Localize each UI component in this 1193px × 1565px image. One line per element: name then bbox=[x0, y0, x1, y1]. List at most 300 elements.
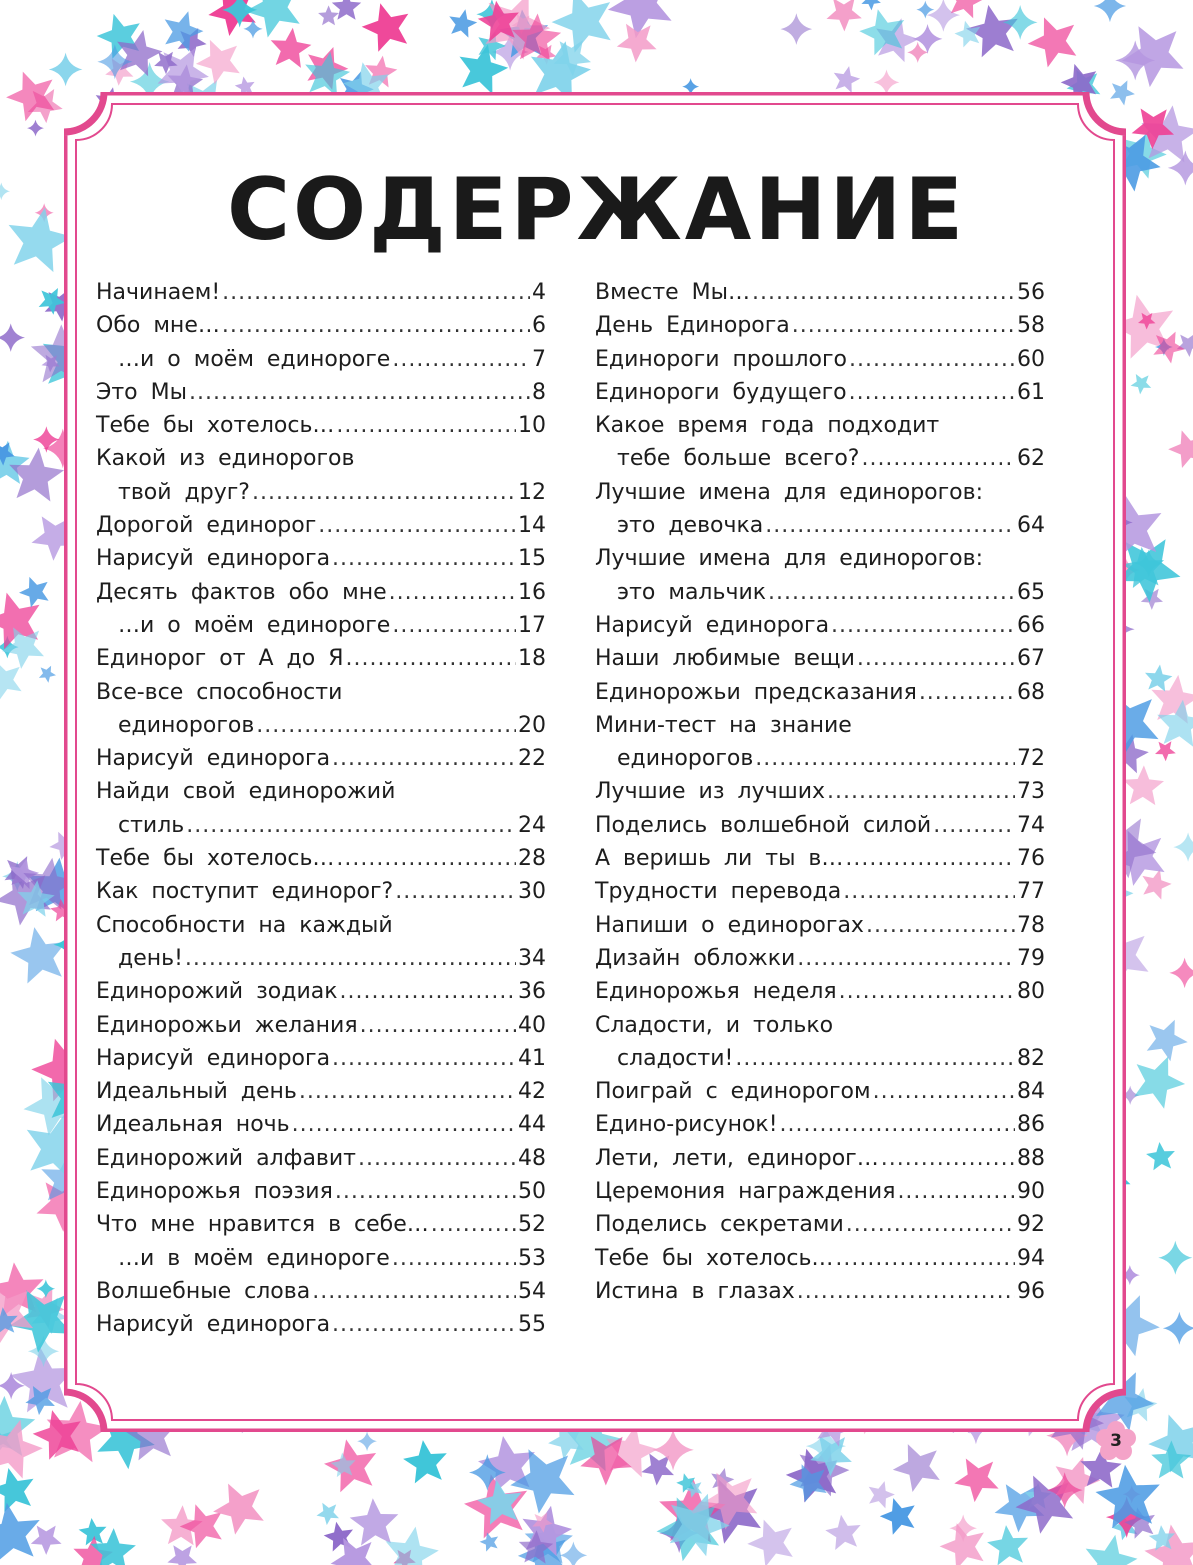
star-icon bbox=[1122, 26, 1184, 87]
star-icon bbox=[827, 0, 862, 31]
toc-page-number: 66 bbox=[1017, 612, 1045, 638]
toc-entry-line bbox=[595, 343, 1045, 376]
dot-leader bbox=[256, 709, 516, 742]
toc-page-number: 86 bbox=[1017, 1112, 1045, 1138]
toc-entry-title: Поделись волшебной силой bbox=[595, 812, 932, 838]
toc-entry-line-continued bbox=[595, 542, 1045, 575]
star-icon bbox=[954, 1459, 998, 1503]
toc-page-number: 90 bbox=[1017, 1179, 1045, 1205]
star-icon bbox=[362, 3, 409, 51]
toc-entry bbox=[96, 442, 546, 509]
toc-entry-title: Лучшие имена для единорогов: bbox=[595, 479, 984, 505]
toc-entry bbox=[595, 1108, 1045, 1141]
toc-entry-line bbox=[595, 1275, 1045, 1308]
sparkle-icon bbox=[927, 0, 960, 32]
toc-entry-title: Тебе бы хотелось… bbox=[96, 846, 335, 872]
toc-page-number: 34 bbox=[518, 945, 546, 971]
toc-page-number: 96 bbox=[1017, 1278, 1045, 1304]
star-icon bbox=[1146, 1142, 1175, 1170]
dot-leader bbox=[933, 809, 1015, 842]
toc-entry-title: Что мне нравится в себе… bbox=[96, 1212, 429, 1238]
toc-entry bbox=[96, 1275, 546, 1308]
page-title: СОДЕРЖАНИЕ bbox=[226, 160, 967, 260]
dot-leader bbox=[849, 376, 1015, 409]
toc-entry-line-continued bbox=[96, 909, 546, 942]
toc-page-number: 72 bbox=[1017, 746, 1045, 772]
toc-entry-line bbox=[96, 709, 546, 742]
toc-page-number: 67 bbox=[1017, 646, 1045, 672]
star-icon bbox=[10, 927, 66, 983]
toc-entry bbox=[595, 1175, 1045, 1208]
dot-leader bbox=[831, 609, 1015, 642]
star-icon bbox=[213, 1484, 264, 1535]
dot-leader bbox=[792, 309, 1015, 342]
dot-leader bbox=[222, 276, 530, 309]
toc-entry-line bbox=[96, 1075, 546, 1108]
toc-entry bbox=[595, 1075, 1045, 1108]
toc-entry-line bbox=[595, 576, 1045, 609]
toc-page-number: 20 bbox=[518, 712, 546, 738]
toc-entry-line bbox=[96, 1009, 546, 1042]
star-icon bbox=[318, 5, 339, 25]
toc-entry bbox=[595, 476, 1045, 543]
toc-page-number: 22 bbox=[518, 746, 546, 772]
toc-page-number: 82 bbox=[1017, 1045, 1045, 1071]
sparkle-icon bbox=[0, 323, 25, 351]
toc-entry-title: это девочка bbox=[617, 513, 764, 539]
dot-leader bbox=[797, 1275, 1015, 1308]
toc-entry-title: Дорогой единорог bbox=[96, 513, 317, 539]
toc-entry-title: Едино-рисунок! bbox=[595, 1112, 778, 1138]
toc-entry-line bbox=[595, 809, 1045, 842]
toc-entry-title: Способности на каждый bbox=[96, 912, 393, 938]
toc-entry-title: Тебе бы хотелось… bbox=[595, 1245, 834, 1271]
sparkle-icon bbox=[27, 120, 44, 137]
toc-entry-title: Единорожий алфавит bbox=[96, 1145, 356, 1171]
toc-page-number: 52 bbox=[518, 1212, 546, 1238]
toc-entry bbox=[595, 842, 1045, 875]
toc-entry-title: Мини-тест на знание bbox=[595, 712, 852, 738]
toc-entry bbox=[595, 676, 1045, 709]
toc-entry bbox=[595, 942, 1045, 975]
toc-entry-line bbox=[96, 476, 546, 509]
toc-entry bbox=[96, 1242, 546, 1275]
toc-page-number: 50 bbox=[518, 1179, 546, 1205]
star-icon bbox=[987, 1525, 1028, 1565]
dot-leader bbox=[332, 1308, 516, 1341]
toc-entry bbox=[595, 1242, 1045, 1275]
toc-entry-title: Наши любимые вещи bbox=[595, 646, 855, 672]
toc-entry bbox=[96, 409, 546, 442]
star-icon bbox=[1147, 1020, 1188, 1062]
toc-entry-title: …и в моём единороге bbox=[118, 1245, 390, 1271]
toc-entry bbox=[595, 376, 1045, 409]
toc-entry-line bbox=[595, 1175, 1045, 1208]
star-icon bbox=[0, 1468, 33, 1512]
toc-entry-title: Сладости, и только bbox=[595, 1012, 834, 1038]
toc-page-number: 61 bbox=[1017, 379, 1045, 405]
toc-entry bbox=[595, 1208, 1045, 1241]
toc-entry-line bbox=[96, 642, 546, 675]
toc-entry bbox=[96, 576, 546, 609]
dot-leader bbox=[843, 875, 1015, 908]
toc-left-column bbox=[96, 276, 546, 1342]
dot-leader bbox=[431, 1208, 516, 1241]
sparkle-icon bbox=[1169, 958, 1193, 988]
toc-entry-line bbox=[595, 442, 1045, 475]
dot-leader bbox=[849, 343, 1015, 376]
star-icon bbox=[1028, 17, 1077, 67]
toc-entry bbox=[96, 1175, 546, 1208]
toc-page-number: 10 bbox=[518, 413, 546, 439]
toc-entry-title: Трудности перевода bbox=[595, 879, 842, 905]
toc-entry-line bbox=[96, 309, 546, 342]
toc-entry-title: Единорожьи предсказания bbox=[595, 679, 917, 705]
toc-entry-line bbox=[595, 1108, 1045, 1141]
toc-entry-line bbox=[96, 376, 546, 409]
dot-leader bbox=[185, 942, 516, 975]
dot-leader bbox=[336, 842, 516, 875]
toc-entry-line bbox=[595, 609, 1045, 642]
sparkle-icon bbox=[243, 19, 262, 38]
toc-page-number: 18 bbox=[518, 646, 546, 672]
toc-entry bbox=[96, 1208, 546, 1241]
star-icon bbox=[0, 1503, 40, 1562]
star-icon bbox=[480, 1532, 499, 1551]
toc-entry-title: Единорожьи желания bbox=[96, 1012, 358, 1038]
star-icon bbox=[825, 1515, 860, 1550]
toc-entry-title: Напиши о единорогах bbox=[595, 912, 864, 938]
dot-leader bbox=[332, 1042, 516, 1075]
toc-page-number: 92 bbox=[1017, 1212, 1045, 1238]
sparkle-icon bbox=[1003, 5, 1038, 40]
toc-entry-line bbox=[96, 942, 546, 975]
toc-page-number: 42 bbox=[518, 1079, 546, 1105]
sparkle-icon bbox=[1163, 1312, 1193, 1345]
dot-leader bbox=[857, 642, 1015, 675]
dot-leader bbox=[827, 775, 1015, 808]
toc-entry bbox=[96, 1108, 546, 1141]
toc-entry-title: Лучшие из лучших bbox=[595, 779, 826, 805]
toc-entry-title: Церемония награждения bbox=[595, 1179, 896, 1205]
toc-entry bbox=[96, 875, 546, 908]
toc-entry-line bbox=[595, 1208, 1045, 1241]
toc-entry-line bbox=[96, 1242, 546, 1275]
toc-page-number: 76 bbox=[1017, 846, 1045, 872]
toc-entry-line bbox=[96, 1142, 546, 1175]
toc-entry bbox=[595, 609, 1045, 642]
toc-entry bbox=[96, 909, 546, 976]
toc-entry-line bbox=[96, 409, 546, 442]
toc-page-number: 79 bbox=[1017, 945, 1045, 971]
toc-entry-title: Начинаем! bbox=[96, 280, 221, 305]
toc-entry-title: Какой из единорогов bbox=[96, 446, 355, 472]
toc-entry-line bbox=[595, 376, 1045, 409]
dot-leader bbox=[392, 609, 516, 642]
toc-entry-line-continued bbox=[96, 775, 546, 808]
toc-entry-title: День Единорога bbox=[595, 313, 790, 339]
toc-entry bbox=[96, 642, 546, 675]
toc-entry bbox=[96, 343, 546, 376]
toc-entry-line bbox=[96, 742, 546, 775]
toc-page-number: 44 bbox=[518, 1112, 546, 1138]
star-icon bbox=[1086, 1535, 1138, 1565]
toc-entry-title: тебе больше всего? bbox=[617, 446, 860, 472]
toc-page-number: 56 bbox=[1017, 280, 1045, 305]
dot-leader bbox=[360, 1009, 516, 1042]
toc-page-number: 24 bbox=[518, 812, 546, 838]
dot-leader bbox=[346, 642, 517, 675]
toc-entry-line bbox=[595, 742, 1045, 775]
dot-leader bbox=[873, 1075, 1015, 1108]
dot-leader bbox=[861, 442, 1015, 475]
dot-leader bbox=[395, 875, 516, 908]
toc-entry bbox=[96, 742, 546, 775]
toc-entry-title: Единорог от А до Я bbox=[96, 646, 344, 672]
dot-leader bbox=[735, 1042, 1015, 1075]
toc-entry bbox=[96, 276, 546, 309]
toc-entry bbox=[96, 609, 546, 642]
toc-entry-line bbox=[595, 1075, 1045, 1108]
sparkle-icon bbox=[781, 13, 813, 45]
star-icon bbox=[861, 0, 881, 10]
dot-leader bbox=[835, 1242, 1015, 1275]
star-icon bbox=[19, 577, 49, 608]
toc-page-number: 53 bbox=[518, 1245, 546, 1271]
dot-leader bbox=[389, 576, 516, 609]
dot-leader bbox=[866, 909, 1015, 942]
toc-entry-title: Нарисуй единорога bbox=[96, 746, 331, 772]
toc-entry bbox=[595, 642, 1045, 675]
toc-page-number: 30 bbox=[518, 879, 546, 905]
toc-entry-line bbox=[595, 1042, 1045, 1075]
toc-entry-title: Лети, лети, единорог… bbox=[595, 1145, 879, 1171]
dot-leader bbox=[881, 1142, 1015, 1175]
toc-entry-title: Найди свой единорожий bbox=[96, 779, 396, 805]
toc-entry-title: твой друг? bbox=[118, 479, 250, 505]
toc-entry-line bbox=[96, 576, 546, 609]
toc-entry bbox=[96, 775, 546, 842]
toc-page-number: 94 bbox=[1017, 1245, 1045, 1271]
toc-page-number: 41 bbox=[518, 1045, 546, 1071]
star-icon bbox=[31, 1526, 62, 1555]
toc-page-number: 8 bbox=[532, 379, 546, 405]
toc-page-number: 73 bbox=[1017, 779, 1045, 805]
star-icon bbox=[1177, 333, 1193, 357]
toc-page-number: 58 bbox=[1017, 313, 1045, 339]
star-icon bbox=[1168, 430, 1193, 468]
star-icon bbox=[1142, 869, 1171, 899]
toc-entry-title: Поиграй с единорогом bbox=[595, 1079, 871, 1105]
toc-entry-line bbox=[96, 509, 546, 542]
toc-entry-line bbox=[96, 276, 546, 309]
toc-entry-line bbox=[96, 343, 546, 376]
star-icon bbox=[893, 1444, 940, 1492]
toc-entry-line bbox=[96, 842, 546, 875]
toc-entry-title: Единорожий зодиак bbox=[96, 979, 338, 1005]
toc-entry-title: Это Мы bbox=[96, 379, 187, 405]
toc-entry-line bbox=[595, 1242, 1045, 1275]
toc-entry bbox=[595, 276, 1045, 309]
toc-entry bbox=[595, 409, 1045, 476]
toc-page-number: 7 bbox=[532, 346, 546, 372]
toc-entry-title: …и о моём единороге bbox=[118, 346, 391, 372]
star-icon bbox=[332, 0, 361, 20]
dot-leader bbox=[222, 309, 530, 342]
dot-leader bbox=[765, 509, 1015, 542]
toc-entry-title: Как поступит единорог? bbox=[96, 879, 394, 905]
toc-entry-title: Единорожья неделя bbox=[595, 979, 837, 1005]
toc-entry-title: сладости! bbox=[617, 1045, 734, 1071]
toc-entry-line bbox=[595, 942, 1045, 975]
star-icon bbox=[834, 66, 860, 93]
toc-right-column bbox=[595, 276, 1045, 1308]
toc-entry-title: Вместе Мы… bbox=[595, 280, 751, 305]
star-icon bbox=[386, 1527, 439, 1565]
toc-entry bbox=[96, 1009, 546, 1042]
dot-leader bbox=[252, 476, 516, 509]
star-icon bbox=[1123, 765, 1164, 805]
toc-page-number: 78 bbox=[1017, 912, 1045, 938]
toc-entry-line-continued bbox=[595, 709, 1045, 742]
toc-page-number: 74 bbox=[1017, 812, 1045, 838]
dot-leader bbox=[846, 1208, 1015, 1241]
toc-page-number: 80 bbox=[1017, 979, 1045, 1005]
toc-entry bbox=[96, 542, 546, 575]
toc-entry bbox=[96, 676, 546, 743]
toc-page-number: 77 bbox=[1017, 879, 1045, 905]
toc-entry-line bbox=[96, 1275, 546, 1308]
toc-entry-title: Единорожья поэзия bbox=[96, 1179, 333, 1205]
star-icon bbox=[350, 1498, 399, 1545]
toc-entry-title: Единороги прошлого bbox=[595, 346, 848, 372]
toc-entry-line-continued bbox=[595, 1009, 1045, 1042]
dot-leader bbox=[752, 276, 1015, 309]
toc-entry bbox=[96, 1308, 546, 1341]
toc-entry-title: единорогов bbox=[617, 746, 754, 772]
toc-page-number: 84 bbox=[1017, 1079, 1045, 1105]
toc-entry bbox=[96, 975, 546, 1008]
toc-entry-line bbox=[595, 875, 1045, 908]
sparkle-icon bbox=[1158, 1241, 1192, 1275]
star-icon bbox=[39, 666, 56, 683]
toc-entry-title: Нарисуй единорога bbox=[96, 546, 331, 572]
dot-leader bbox=[797, 942, 1015, 975]
toc-page-number: 55 bbox=[518, 1312, 546, 1338]
toc-entry-line bbox=[595, 642, 1045, 675]
toc-entry-title: Истина в глазах bbox=[595, 1278, 795, 1304]
toc-entry-title: Лучшие имена для единорогов: bbox=[595, 546, 984, 572]
dot-leader bbox=[768, 576, 1015, 609]
dot-leader bbox=[919, 676, 1015, 709]
star-icon bbox=[271, 28, 312, 68]
toc-entry bbox=[96, 309, 546, 342]
dot-leader bbox=[189, 376, 530, 409]
toc-entry-line bbox=[595, 276, 1045, 309]
toc-entry-line-continued bbox=[595, 476, 1045, 509]
star-icon bbox=[317, 1503, 340, 1525]
toc-entry-title: Идеальный день bbox=[96, 1079, 297, 1105]
star-icon bbox=[1131, 374, 1152, 394]
sparkle-icon bbox=[560, 1542, 588, 1565]
star-icon bbox=[1134, 1057, 1185, 1109]
dot-leader bbox=[292, 1108, 516, 1141]
toc-entry-title: Идеальная ночь bbox=[96, 1112, 290, 1138]
toc-entry-title: Нарисуй единорога bbox=[96, 1045, 331, 1071]
dot-leader bbox=[335, 1175, 516, 1208]
star-icon bbox=[0, 661, 22, 700]
toc-entry-title: Все-все способности bbox=[96, 679, 343, 705]
dot-leader bbox=[839, 975, 1015, 1008]
star-icon bbox=[403, 1440, 447, 1483]
toc-entry bbox=[96, 842, 546, 875]
toc-page-number: 40 bbox=[518, 1012, 546, 1038]
toc-entry-title: Тебе бы хотелось… bbox=[96, 413, 335, 439]
toc-entry-title: единорогов bbox=[118, 712, 255, 738]
toc-entry-title: А веришь ли ты в… bbox=[595, 846, 844, 872]
toc-entry-title: Нарисуй единорога bbox=[595, 612, 830, 638]
toc-entry-title: Волшебные слова bbox=[96, 1278, 311, 1304]
toc-entry-title: Нарисуй единорога bbox=[96, 1312, 331, 1338]
toc-entry-title: это мальчик bbox=[617, 579, 767, 605]
toc-page-number: 16 bbox=[518, 579, 546, 605]
toc-entry-line bbox=[595, 775, 1045, 808]
toc-entry-line bbox=[595, 509, 1045, 542]
toc-entry bbox=[96, 1075, 546, 1108]
toc-entry bbox=[96, 509, 546, 542]
star-icon bbox=[1145, 665, 1172, 692]
toc-entry-line-continued bbox=[595, 409, 1045, 442]
star-icon bbox=[449, 9, 477, 37]
toc-page-number: 62 bbox=[1017, 446, 1045, 472]
toc-entry bbox=[96, 1042, 546, 1075]
toc-page-number: 68 bbox=[1017, 679, 1045, 705]
toc-entry-title: Какое время года подходит bbox=[595, 413, 940, 439]
toc-entry-line-continued bbox=[96, 676, 546, 709]
toc-entry-line bbox=[96, 542, 546, 575]
toc-entry-line bbox=[595, 676, 1045, 709]
sparkle-icon bbox=[1173, 832, 1193, 861]
toc-entry bbox=[595, 975, 1045, 1008]
dot-leader bbox=[336, 409, 516, 442]
dot-leader bbox=[340, 975, 516, 1008]
dot-leader bbox=[392, 343, 530, 376]
toc-page-number: 60 bbox=[1017, 346, 1045, 372]
toc-entry-title: Единороги будущего bbox=[595, 379, 847, 405]
dot-leader bbox=[358, 1142, 516, 1175]
toc-entry bbox=[595, 542, 1045, 609]
toc-entry-line bbox=[595, 909, 1045, 942]
dot-leader bbox=[780, 1108, 1015, 1141]
star-icon bbox=[167, 1545, 197, 1565]
star-icon bbox=[1155, 741, 1176, 761]
toc-entry-line bbox=[96, 1108, 546, 1141]
toc-entry bbox=[595, 1142, 1045, 1175]
toc-entry-line bbox=[96, 809, 546, 842]
toc-page-number: 88 bbox=[1017, 1145, 1045, 1171]
toc-entry-line bbox=[595, 975, 1045, 1008]
toc-entry bbox=[595, 309, 1045, 342]
toc-page-number: 65 bbox=[1017, 579, 1045, 605]
toc-entry-line bbox=[595, 1142, 1045, 1175]
sparkle-icon bbox=[49, 53, 83, 87]
toc-entry bbox=[595, 909, 1045, 942]
toc-entry-line-continued bbox=[96, 442, 546, 475]
toc-page-number: 4 bbox=[532, 280, 546, 305]
toc-entry-line bbox=[96, 1308, 546, 1341]
page-number: 3 bbox=[1110, 1431, 1122, 1451]
toc-page-number: 17 bbox=[518, 612, 546, 638]
